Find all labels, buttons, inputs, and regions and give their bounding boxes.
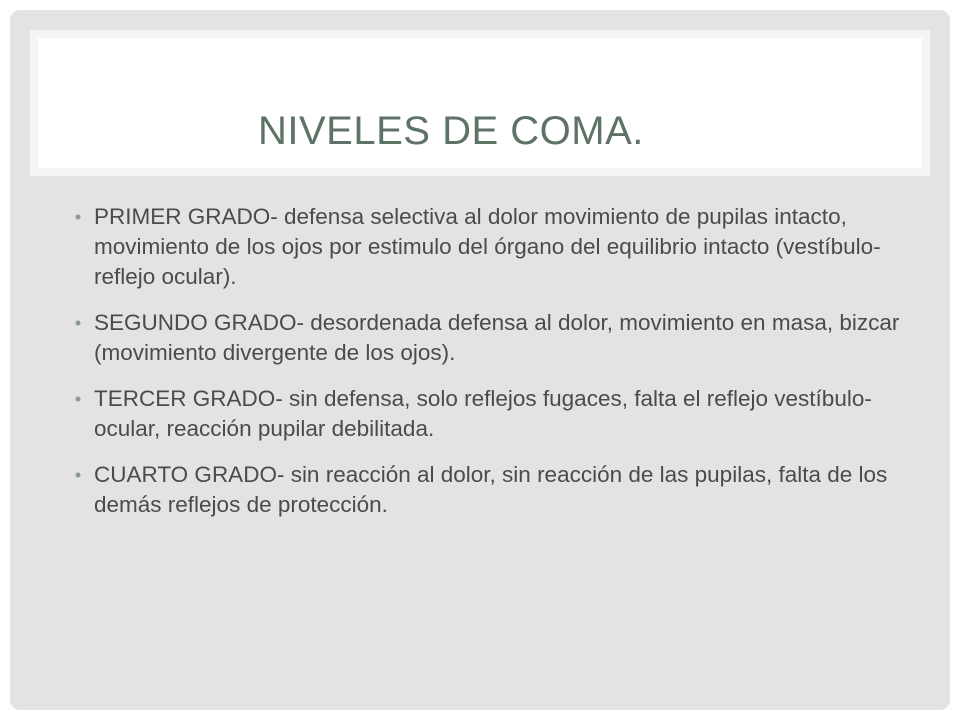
bullet-icon: •: [74, 465, 82, 485]
title-frame: [30, 30, 930, 176]
bullet-list: [72, 202, 902, 536]
slide-title: NIVELES DE COMA.: [258, 109, 644, 153]
bullet-text: CUARTO GRADO- sin reacción al dolor, sin reacción de las pupilas, falta de los demás reflejos de protección.: [94, 462, 888, 517]
title-box: [38, 38, 922, 168]
bullet-text: TERCER GRADO- sin defensa, solo reflejos fugaces, falta el reflejo vestíbulo-ocular, reacción pupilar debilitada.: [94, 386, 872, 441]
bullet-icon: •: [74, 313, 82, 333]
bullet-item-segundo-grado: [72, 308, 902, 368]
bullet-icon: •: [74, 389, 82, 409]
slide: [10, 10, 950, 710]
bullet-icon: •: [74, 207, 82, 227]
bullet-item-cuarto-grado: [72, 460, 902, 520]
bullet-text: PRIMER GRADO- defensa selectiva al dolor movimiento de pupilas intacto, movimiento de los ojos por estimulo del órgano del equilibrio intacto (vestíbulo-reflejo ocular).: [94, 204, 881, 289]
bullet-text: SEGUNDO GRADO- desordenada defensa al dolor, movimiento en masa, bizcar (movimiento divergente de los ojos).: [94, 310, 900, 365]
bullet-item-primer-grado: [72, 202, 902, 292]
bullet-item-tercer-grado: [72, 384, 902, 444]
